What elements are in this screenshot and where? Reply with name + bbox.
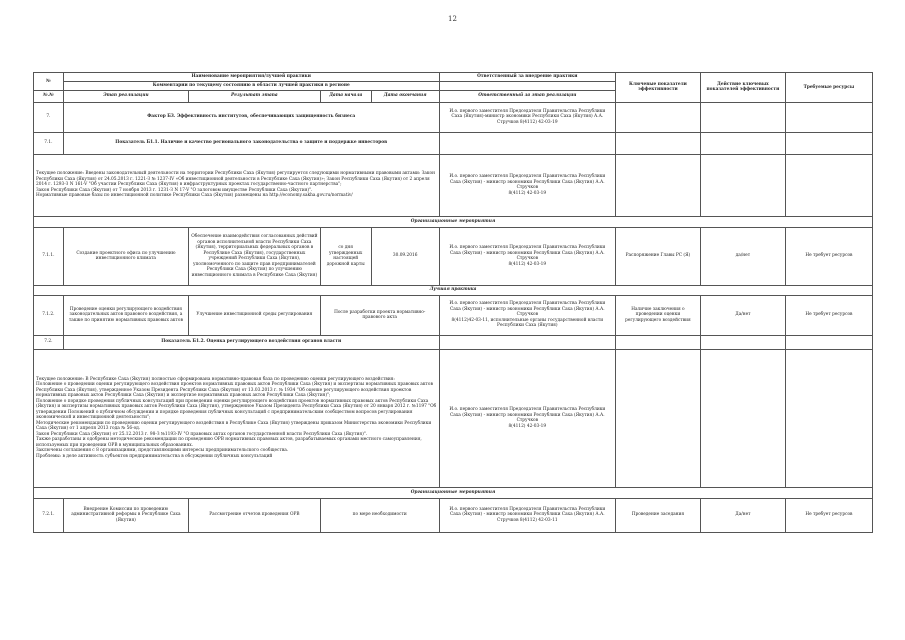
row-date-start: со дня утвержденных настоящей дорожной карты xyxy=(320,227,371,285)
row-num: 7.1.2. xyxy=(34,295,64,335)
row-stage: Создание проектного офиса по улучшению инвестиционного климата xyxy=(63,227,188,285)
row-current: да/нет xyxy=(700,227,785,285)
row-current: Да/нет xyxy=(700,498,785,532)
header-date-start: Дата начала xyxy=(320,90,371,102)
header-event-name: Наименование мероприятия/лучшей практики xyxy=(63,73,439,82)
row-result: Рассмотрение отчетов проведения ОРВ xyxy=(189,498,321,532)
header-num-symbol: № xyxy=(34,73,64,91)
row-indicator: Наличие заключения о проведении оценки регулирующего воздействия xyxy=(615,295,700,335)
row-result: Улучшение инвестиционной среды регулирования xyxy=(189,295,321,335)
commentary-responsible: И.о. первого заместителя Председателя Правительства Республики Саха (Якутия) - министр экономики Республики Саха (Якутия) А.А. Стручков 8(4112) 42-03-19 xyxy=(439,349,615,487)
header-key-indicator: Ключевые показатели эффективности xyxy=(615,73,700,103)
row-stage: Проведение оценки регулирующего воздействия законодательных актов правового воздействия, а также по принятию нормативных правовых актов xyxy=(63,295,188,335)
commentary-text: Текущее положение: В Республике Саха (Якутия) полностью сформирована нормативно-правовая база по проведению оценки регулирующего воздействия: Положение о проведении оценки регулирующего воздействия проектов нормативных правовых актов Республики Саха (Якутия) и экспертизы нормативных правовых актов Республики Саха (Якутия), утвержденное Указом Президента Республики Саха (Якутия) от 13.03.2013 г. № 1934 "Об оценке регулирующего воздействия проектов нормативных правовых актов Республики Саха (Якутия) и экспертизе нормативных правовых актов Республики Саха (Якутия)"; Положение о порядке проведения публичных консультаций при проведении оценки регулирующего воздействия проектов нормативных правовых актов Республики Саха (Якутия) и экспертизы нормативных правовых актов Республики Саха (Якутия), утвержденное Указом Президента Республики Саха (Якутия) от 20 января 2012 г. №1197 "Об утверждении Положений о публичном обсуждении и порядке проведения публичных консультаций с предпринимательским сообществом вопросов регулирования экономической и инвестиционной деятельности"; Методические рекомендации по проведению оценки регулирующего воздействия в Республике Саха (Якутия) утверждены приказом Министерства экономики Республики Саха (Якутия) от 1 апреля 2013 года № 56-од. Закон Республики Саха (Якутия) от 25.12.2013 г. 98-З №1193-IV "О правовых актах органов государственной власти Республики Саха (Якутия)". Также разработаны и одобрены методические рекомендации по проведению ОРВ нормативных правовых актов, разрабатываемых органами местного самоуправления, используемых при проведении ОРВ в муниципальных образованиях. Заключены соглашения с 8 организациями, представляющими интересы предпринимательского сообщества. Проблемы: в деле активность субъектов предпринимательства в обсуждении публичных консультаций xyxy=(34,349,440,487)
header-date-end: Дата окончания xyxy=(371,90,439,102)
row-stage: Внедрение Комиссии по проведению административной реформы в Республике Саха (Якутия) xyxy=(63,498,188,532)
row-responsible: И.о. первого заместителя Председателя Правительства Республики Саха (Якутия) - министр экономики Республики Саха (Якутия) А.А. Стручков 8(4112) 42-03-19 xyxy=(439,227,615,285)
factor-num: 7. xyxy=(34,102,64,132)
header-commentary: Комментарии по текущему состоянию в области лучшей практики в регионе xyxy=(63,82,439,91)
row-resources: Не требует ресурсов xyxy=(785,498,872,532)
section-heading: Организационные мероприятия xyxy=(34,487,873,498)
row-resources: Не требует ресурсов xyxy=(785,227,872,285)
section-heading: Лучшая практика xyxy=(34,285,873,295)
row-responsible: И.о. первого заместителя Председателя Правительства Республики Саха (Якутия) - министр экономики Республики Саха (Якутия) А.А. Стручков 8(4112) 42-03-11 xyxy=(439,498,615,532)
row-date-end: 30.09.2016 xyxy=(371,227,439,285)
row-responsible: И.о. первого заместителя Председателя Правительства Республики Саха (Якутия) - министр экономики Республики Саха (Якутия) А.А. Стручков 8(4112)42-03-11, исполнительные органы государственной власти Республики Саха (Якутия) xyxy=(439,295,615,335)
header-stage-result: Результат этапа xyxy=(189,90,321,102)
row-indicator: Распоряжение Главы РС (Я) xyxy=(615,227,700,285)
factor-title: Фактор Б3. Эффективность институтов, обеспечивающих защищенность бизнеса xyxy=(63,102,439,132)
commentary-responsible: И.о. первого заместителя Председателя Правительства Республики Саха (Якутия) - министр экономики Республики Саха (Якутия) А.А. Стручков 8(4112) 42-03-19 xyxy=(439,154,615,216)
indicator-title: Показатель Б1.2. Оценка регулирующего воздействия органов власти xyxy=(63,335,439,349)
header-current-indicator: Действие ключевых показателей эффективности xyxy=(700,73,785,103)
indicator-title: Показатель Б1.1. Наличие и качество регионального законодательства о защите и поддержке инвесторов xyxy=(63,132,439,154)
header-num-label: №.№ xyxy=(34,90,64,102)
factor-responsible: И.о. первого заместителя Председателя Правительства Республики Саха (Якутия)-министр экономики Республики Саха (Якутия) А.А. Стручков 8(4112) 42-03-19 xyxy=(439,102,615,132)
row-indicator: Проведение заседания xyxy=(615,498,700,532)
section-heading: Организационные мероприятия xyxy=(34,216,873,227)
indicator-num: 7.2. xyxy=(34,335,64,349)
indicator-num: 7.1. xyxy=(34,132,64,154)
row-num: 7.2.1. xyxy=(34,498,64,532)
commentary-text: Текущее положение: Введены законодательный деятельности на территории Республики Саха (Якутия) регулируется следующими нормативными правовыми актами: Закон Республики Саха (Якутия) от 24.05.2013 г. 1221-З № 1237-IV «Об инвестиционной деятельности в Республике Саха (Якутия)»; Закон Республики Саха (Якутия) от 2 апреля 2014 г. 1293-З N 161-V "Об участии Республики Саха (Якутия) в инфраструктурных проектах государственно-частного партнерства"; Закон Республики Саха (Якутия) от 7 ноября 2013 г. 1231-З N 17-V "О залоговом имуществе Республики Саха (Якутия)". Нормативные правовые базы по инвестиционной политике Республики Саха (Якутия) размещены на http://economy.sakha.gov.ru/normativ/ xyxy=(34,154,440,216)
row-resources: Не требует ресурсов xyxy=(785,295,872,335)
header-responsible-main: Ответственный за внедрение практики xyxy=(439,73,615,82)
roadmap-table xyxy=(33,72,873,533)
header-empty-cell xyxy=(439,82,615,91)
row-current: Да/нет xyxy=(700,295,785,335)
page-number: 12 xyxy=(448,15,457,23)
row-result: Обеспечение взаимодействия согласованных действий органов исполнительной власти Республики Саха (Якутия), территориальных федеральных органов в Республике Саха (Якутия), государственных учреждений Республики Саха (Якутия), уполномоченного по защите прав предпринимателей Республики Саха (Якутия) по улучшению инвестиционного климата в Республике Саха (Якутия) xyxy=(189,227,321,285)
row-date-start: После разработки проекта нормативно-правового акта xyxy=(320,295,439,335)
header-resources: Требуемые ресурсы xyxy=(785,73,872,103)
row-num: 7.1.1. xyxy=(34,227,64,285)
header-responsible-stage: Ответственный за этап реализации xyxy=(439,90,615,102)
header-stage: Этап реализации xyxy=(63,90,188,102)
row-date-start: по мере необходимости xyxy=(320,498,439,532)
